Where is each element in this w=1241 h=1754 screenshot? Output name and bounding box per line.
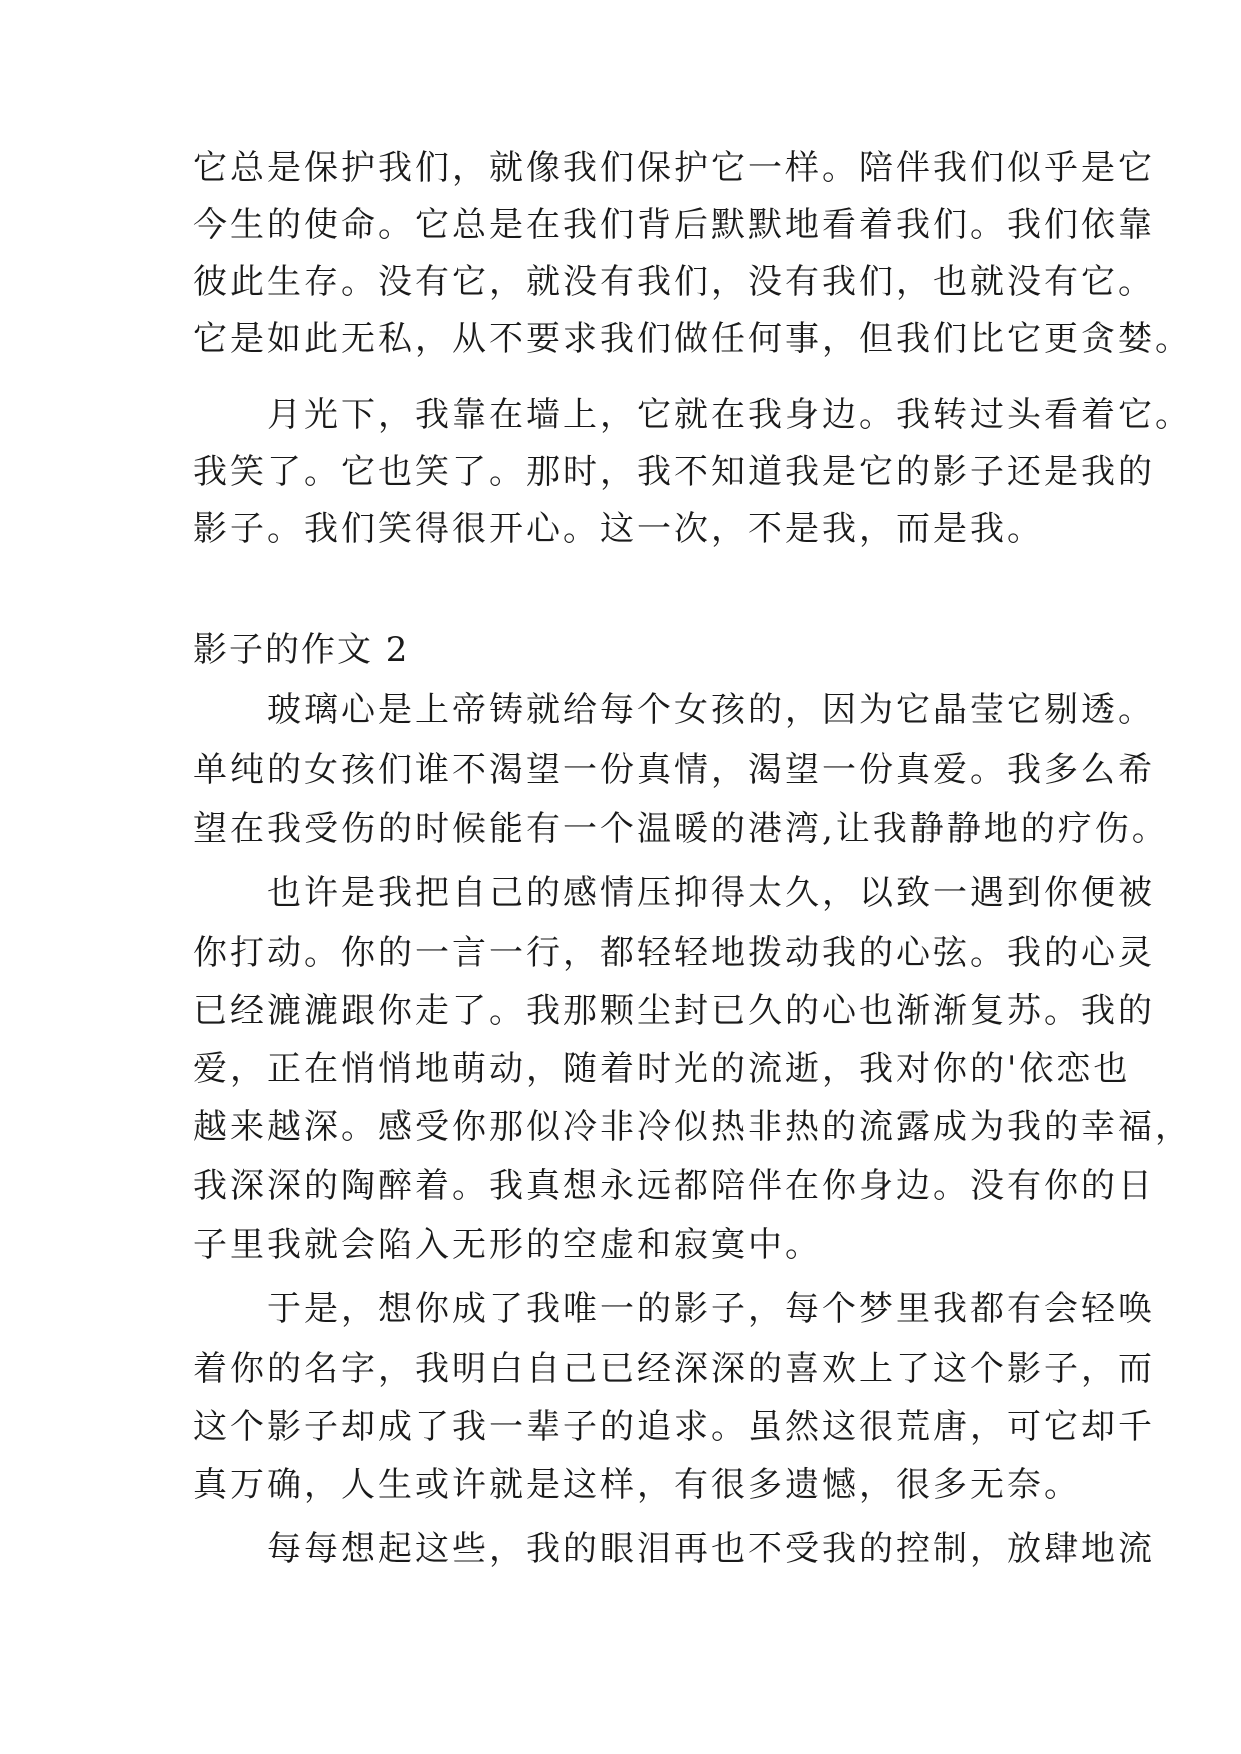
- text-line: 我深深的陶醉着。我真想永远都陪伴在你身边。没有你的日: [193, 1166, 1155, 1206]
- text-line: 单纯的女孩们谁不渴望一份真情，渴望一份真爱。我多么希: [193, 750, 1155, 790]
- text-line: 我笑了。它也笑了。那时，我不知道我是它的影子还是我的: [193, 452, 1155, 492]
- text-line: 越来越深。感受你那似冷非冷似热非热的流露成为我的幸福，: [193, 1107, 1192, 1147]
- text-line: 它是如此无私，从不要求我们做任何事，但我们比它更贪婪。: [193, 319, 1192, 359]
- text-line: 已经漉漉跟你走了。我那颗尘封已久的心也渐渐复苏。我的: [193, 991, 1155, 1031]
- text-line: 望在我受伤的时候能有一个温暖的港湾,让我静静地的疗伤。: [193, 809, 1169, 849]
- text-line: 着你的名字，我明白自己已经深深的喜欢上了这个影子，而: [193, 1349, 1155, 1389]
- text-line: 每每想起这些，我的眼泪再也不受我的控制，放肆地流: [193, 1529, 1155, 1569]
- text-line: 你打动。你的一言一行，都轻轻地拨动我的心弦。我的心灵: [193, 933, 1155, 973]
- text-line: 真万确，人生或许就是这样，有很多遗憾，很多无奈。: [193, 1465, 1081, 1505]
- text-line: 这个影子却成了我一辈子的追求。虽然这很荒唐，可它却千: [193, 1407, 1155, 1447]
- text-line: 爱，正在悄悄地萌动，随着时光的流逝，我对你的'依恋也: [193, 1049, 1131, 1089]
- text-line: 也许是我把自己的感情压抑得太久，以致一遇到你便被: [193, 873, 1155, 913]
- text-line: 月光下，我靠在墙上，它就在我身边。我转过头看着它。: [193, 395, 1192, 435]
- text-line: 子里我就会陷入无形的空虚和寂寞中。: [193, 1225, 822, 1265]
- text-line: 它总是保护我们，就像我们保护它一样。陪伴我们似乎是它: [193, 148, 1155, 188]
- text-line: 于是，想你成了我唯一的影子，每个梦里我都有会轻唤: [193, 1289, 1155, 1329]
- text-line: 今生的使命。它总是在我们背后默默地看着我们。我们依靠: [193, 205, 1155, 245]
- section-heading: 影子的作文 2: [193, 630, 410, 670]
- text-line: 玻璃心是上帝铸就给每个女孩的，因为它晶莹它剔透。: [193, 690, 1155, 730]
- text-line: 影子。我们笑得很开心。这一次，不是我，而是我。: [193, 509, 1044, 549]
- text-line: 彼此生存。没有它，就没有我们，没有我们，也就没有它。: [193, 262, 1155, 302]
